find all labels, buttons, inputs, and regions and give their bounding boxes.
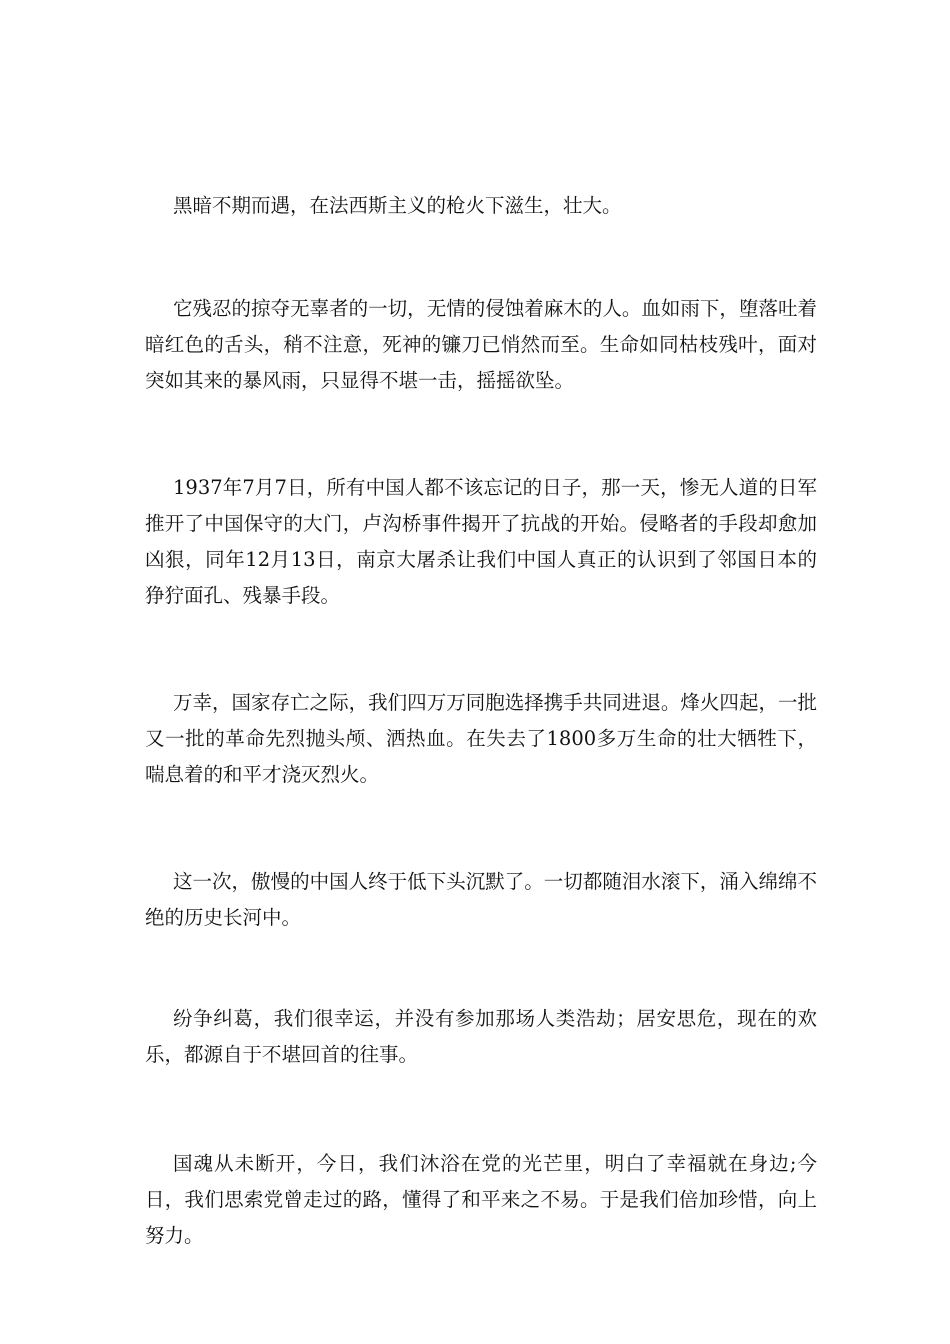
- paragraph-3: 1937年7月7日，所有中国人都不该忘记的日子，那一天，惨无人道的日军推开了中国保守的大门，卢沟桥事件揭开了抗战的开始。侵略者的手段却愈加凶狠，同年12月13日，南京大屠杀让我们中国人真正的认识到了邻国日本的狰狞面孔、残暴手段。: [145, 476, 817, 607]
- paragraph-7: 国魂从未断开，今日，我们沐浴在党的光芒里，明白了幸福就在身边;今日，我们思索党曾走过的路，懂得了和平来之不易。于是我们倍加珍惜，向上努力。: [145, 1152, 817, 1247]
- paragraph-4: 万幸，国家存亡之际，我们四万万同胞选择携手共同进退。烽火四起，一批又一批的革命先烈抛头颅、洒热血。在失去了1800多万生命的壮大牺牲下，喘息着的和平才浇灭烈火。: [145, 691, 817, 786]
- paragraph-2: 它残忍的掠夺无辜者的一切，无情的侵蚀着麻木的人。血如雨下，堕落吐着暗红色的舌头，稍不注意，死神的镰刀已悄然而至。生命如同枯枝残叶，面对突如其来的暴风雨，只显得不堪一击，摇摇欲坠。: [145, 297, 817, 392]
- paragraph-1: 黑暗不期而遇，在法西斯主义的枪火下滋生，壮大。: [173, 194, 622, 217]
- paragraph-6: 纷争纠葛，我们很幸运，并没有参加那场人类浩劫；居安思危，现在的欢乐，都源自于不堪回首的往事。: [145, 1007, 817, 1066]
- paragraph-5: 这一次，傲慢的中国人终于低下头沉默了。一切都随泪水滚下，涌入绵绵不绝的历史长河中。: [145, 870, 817, 929]
